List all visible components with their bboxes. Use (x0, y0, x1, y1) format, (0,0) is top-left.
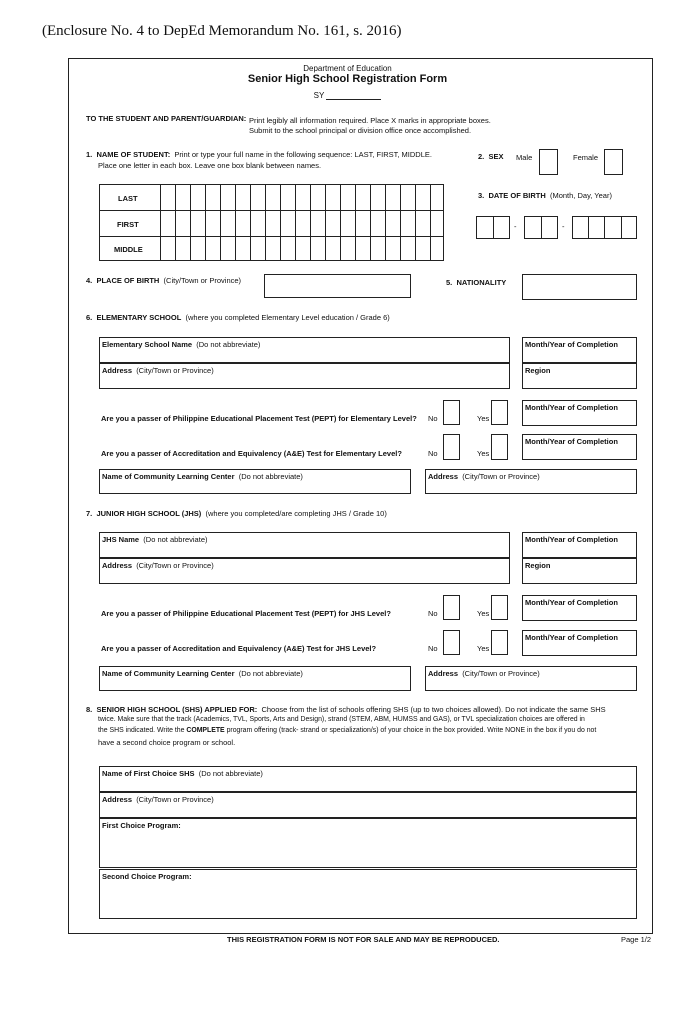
sy-label: SY (313, 91, 325, 100)
jhs-ae-completion-label: Month/Year of Completion (525, 633, 618, 642)
digit-divider (589, 217, 605, 238)
elem-heading (86, 313, 390, 322)
jhs-heading (86, 509, 387, 518)
jhs-clc-hint: (Do not abbreviate) (238, 669, 303, 678)
digit-divider (573, 217, 589, 238)
sex-male-checkbox[interactable] (539, 149, 558, 175)
jhs-school-name-field[interactable] (99, 532, 510, 558)
shs-address-hint: (City/Town or Province) (136, 795, 214, 804)
letter-cell-divider (190, 185, 191, 260)
jhs-clc-address-field[interactable] (425, 666, 637, 691)
elem-address-hint: (City/Town or Province) (136, 366, 214, 375)
shs-address-label (102, 795, 214, 804)
elem-ae-completion-label: Month/Year of Completion (525, 437, 618, 446)
letter-cells[interactable] (160, 185, 445, 260)
letter-cell-divider (400, 185, 401, 260)
dob-hint: (Month, Day, Year) (549, 191, 612, 200)
jhs-region-field[interactable] (522, 558, 637, 584)
elem-clc-address-label (428, 472, 540, 481)
name-row-last: LAST (118, 194, 138, 203)
instructions-line-2: Submit to the school principal or division office once accomplished. (249, 126, 472, 135)
jhs-num: 7. (86, 509, 93, 518)
shs-address-label-text: Address (102, 795, 133, 804)
letter-cell-divider (325, 185, 326, 260)
jhs-clc-address-hint: (City/Town or Province) (462, 669, 540, 678)
name-label: NAME OF STUDENT: (96, 150, 171, 159)
shs-second-program-label: Second Choice Program: (102, 872, 192, 881)
jhs-school-name-label (102, 535, 207, 544)
dob-heading (478, 191, 612, 200)
shs-text-3b: COMPLETE (186, 727, 225, 734)
sex-female-label: Female (573, 153, 599, 162)
pob-heading (86, 276, 241, 285)
jhs-address-hint: (City/Town or Province) (136, 561, 214, 570)
elem-clc-address-hint: (City/Town or Province) (462, 472, 540, 481)
elem-clc-hint: (Do not abbreviate) (238, 472, 303, 481)
instructions-label: TO THE STUDENT AND PARENT/GUARDIAN: (86, 114, 247, 123)
letter-cell-divider (295, 185, 296, 260)
jhs-school-label-text: JHS Name (102, 535, 140, 544)
shs-heading (86, 705, 606, 714)
elem-school-label-text: Elementary School Name (102, 340, 193, 349)
elem-clc-label (102, 472, 303, 481)
department-name: Department of Education (303, 64, 392, 73)
nationality-num: 5. (446, 278, 453, 287)
elem-clc-address-label-text: Address (428, 472, 459, 481)
dob-num: 3. (478, 191, 485, 200)
jhs-pept-yes-checkbox[interactable] (491, 595, 508, 620)
footer-notice: THIS REGISTRATION FORM IS NOT FOR SALE AND MAY BE REPRODUCED. (227, 935, 500, 944)
elem-completion-label: Month/Year of Completion (525, 340, 618, 349)
elem-clc-address-field[interactable] (425, 469, 637, 494)
dob-label: DATE OF BIRTH (488, 191, 546, 200)
elem-school-name-label (102, 340, 260, 349)
dob-dash: - (514, 222, 517, 231)
elem-label: ELEMENTARY SCHOOL (96, 313, 182, 322)
shs-address-field[interactable] (99, 792, 637, 818)
letter-cell-divider (430, 185, 431, 260)
shs-text-3a: the SHS indicated. Write the (98, 727, 185, 734)
shs-text-3c: program offering (track- strand or specialization/s) of your choice in the box provided. Write NONE in the box if you do not (226, 727, 597, 734)
jhs-pept-completion-label: Month/Year of Completion (525, 598, 618, 607)
jhs-clc-address-label (428, 669, 540, 678)
elem-region-label: Region (525, 366, 551, 375)
shs-first-school-hint: (Do not abbreviate) (198, 769, 263, 778)
jhs-clc-address-label-text: Address (428, 669, 459, 678)
elem-ae-yes-checkbox[interactable] (491, 434, 508, 460)
digit-divider (605, 217, 622, 238)
elem-pept-completion-field[interactable] (522, 400, 637, 426)
letter-cell-divider (370, 185, 371, 260)
letter-cell-divider (355, 185, 356, 260)
nationality-field[interactable] (522, 274, 637, 300)
elem-address-label-text: Address (102, 366, 133, 375)
jhs-pept-no-label: No (428, 609, 438, 618)
jhs-region-label: Region (525, 561, 551, 570)
jhs-clc-label-text: Name of Community Learning Center (102, 669, 235, 678)
shs-text-4: have a second choice program or school. (98, 738, 236, 747)
jhs-pept-question: Are you a passer of Philippine Educational Placement Test (PEPT) for JHS Level? (101, 609, 391, 618)
elem-address-label (102, 366, 214, 375)
jhs-label: JUNIOR HIGH SCHOOL (JHS) (96, 509, 202, 518)
jhs-clc-label (102, 669, 303, 678)
jhs-pept-yes-label: Yes (477, 609, 490, 618)
letter-cell-divider (175, 185, 176, 260)
letter-cell-divider (340, 185, 341, 260)
shs-first-school-label (102, 769, 263, 778)
elem-pept-no-checkbox[interactable] (443, 400, 460, 425)
jhs-address-label (102, 561, 214, 570)
name-num: 1. (86, 150, 93, 159)
elem-num: 6. (86, 313, 93, 322)
jhs-ae-completion-field[interactable] (522, 630, 637, 656)
elem-address-field[interactable] (99, 363, 510, 389)
jhs-ae-no-label: No (428, 644, 438, 653)
sex-label-text: SEX (488, 152, 504, 161)
digit-divider (477, 217, 494, 238)
elem-completion-field[interactable] (522, 337, 637, 363)
jhs-completion-label: Month/Year of Completion (525, 535, 618, 544)
elem-hint: (where you completed Elementary Level education / Grade 6) (185, 313, 390, 322)
letter-cell-divider (310, 185, 311, 260)
letter-cell-divider (265, 185, 266, 260)
elem-pept-no-label: No (428, 414, 438, 423)
shs-first-school-field[interactable] (99, 766, 637, 792)
elem-pept-yes-checkbox[interactable] (491, 400, 508, 425)
letter-cell-divider (205, 185, 206, 260)
elem-school-name-field[interactable] (99, 337, 510, 363)
elem-region-field[interactable] (522, 363, 637, 389)
pob-num: 4. (86, 276, 93, 285)
pob-hint: (City/Town or Province) (163, 276, 242, 285)
shs-num: 8. (86, 705, 93, 714)
student-name-grid (99, 184, 444, 261)
jhs-school-hint: (Do not abbreviate) (143, 535, 208, 544)
letter-cell-divider (280, 185, 281, 260)
name-heading (86, 150, 432, 159)
pob-label: PLACE OF BIRTH (96, 276, 160, 285)
elem-ae-no-label: No (428, 449, 438, 458)
digit-divider (525, 217, 542, 238)
sex-female-checkbox[interactable] (604, 149, 623, 175)
dob-month-field[interactable] (476, 216, 510, 239)
elem-pept-question: Are you a passer of Philippine Educational Placement Test (PEPT) for Elementary Level? (101, 414, 417, 423)
shs-text-2: twice. Make sure that the track (Academics, TVL, Sports, Arts and Design), strand (STEM, ABM, HUMSS and GAS), or TVL specialization choices are offered in (98, 716, 585, 723)
jhs-pept-no-checkbox[interactable] (443, 595, 460, 620)
letter-cell-divider (250, 185, 251, 260)
shs-text-3 (98, 727, 596, 734)
dob-dash: - (562, 222, 565, 231)
sex-label (478, 152, 503, 161)
name-row-first: FIRST (117, 220, 139, 229)
jhs-completion-field[interactable] (522, 532, 637, 558)
elem-ae-yes-label: Yes (477, 449, 490, 458)
elem-ae-completion-field[interactable] (522, 434, 637, 460)
name-instruction-2: Place one letter in each box. Leave one box blank between names. (98, 161, 322, 170)
elem-clc-name-field[interactable] (99, 469, 411, 494)
letter-cell-divider (385, 185, 386, 260)
dob-day-field[interactable] (524, 216, 558, 239)
shs-first-program-field[interactable] (99, 818, 637, 868)
letter-cell-divider (220, 185, 221, 260)
pob-field[interactable] (264, 274, 411, 298)
school-year (0, 91, 695, 100)
sex-num: 2. (478, 152, 485, 161)
elem-school-hint: (Do not abbreviate) (196, 340, 261, 349)
jhs-ae-no-checkbox[interactable] (443, 630, 460, 655)
jhs-ae-yes-checkbox[interactable] (491, 630, 508, 655)
letter-cell-divider (415, 185, 416, 260)
shs-text-1: Choose from the list of schools offering SHS (up to two choices allowed). Do not indicate the same SHS (261, 705, 606, 714)
elem-pept-yes-label: Yes (477, 414, 490, 423)
nationality-heading (446, 278, 506, 287)
jhs-address-field[interactable] (99, 558, 510, 584)
elem-pept-completion-label: Month/Year of Completion (525, 403, 618, 412)
jhs-clc-name-field[interactable] (99, 666, 411, 691)
shs-label: SENIOR HIGH SCHOOL (SHS) APPLIED FOR: (96, 705, 258, 714)
jhs-hint: (where you completed/are completing JHS / Grade 10) (205, 509, 387, 518)
sex-male-label: Male (516, 153, 533, 162)
page-number: Page 1/2 (621, 935, 652, 944)
elem-ae-question: Are you a passer of Accreditation and Equivalency (A&E) Test for Elementary Level? (101, 449, 402, 458)
jhs-address-label-text: Address (102, 561, 133, 570)
elem-clc-label-text: Name of Community Learning Center (102, 472, 235, 481)
jhs-ae-question: Are you a passer of Accreditation and Equivalency (A&E) Test for JHS Level? (101, 644, 377, 653)
name-row-middle: MIDDLE (114, 245, 143, 254)
sy-field[interactable] (326, 91, 381, 100)
jhs-ae-yes-label: Yes (477, 644, 490, 653)
name-instruction-1: Print or type your full name in the following sequence: LAST, FIRST, MIDDLE. (174, 150, 432, 159)
enclosure-caption: (Enclosure No. 4 to DepEd Memorandum No. 161, s. 2016) (42, 23, 402, 39)
jhs-pept-completion-field[interactable] (522, 595, 637, 621)
form-title: Senior High School Registration Form (247, 73, 448, 85)
shs-first-school-label-text: Name of First Choice SHS (102, 769, 195, 778)
letter-cell-divider (235, 185, 236, 260)
dob-year-field[interactable] (572, 216, 637, 239)
nationality-label: NATIONALITY (456, 278, 507, 287)
shs-second-program-field[interactable] (99, 869, 637, 919)
elem-ae-no-checkbox[interactable] (443, 434, 460, 460)
shs-first-program-label: First Choice Program: (102, 821, 181, 830)
instructions-line-1: Print legibly all information required. Place X marks in appropriate boxes. (249, 116, 491, 125)
